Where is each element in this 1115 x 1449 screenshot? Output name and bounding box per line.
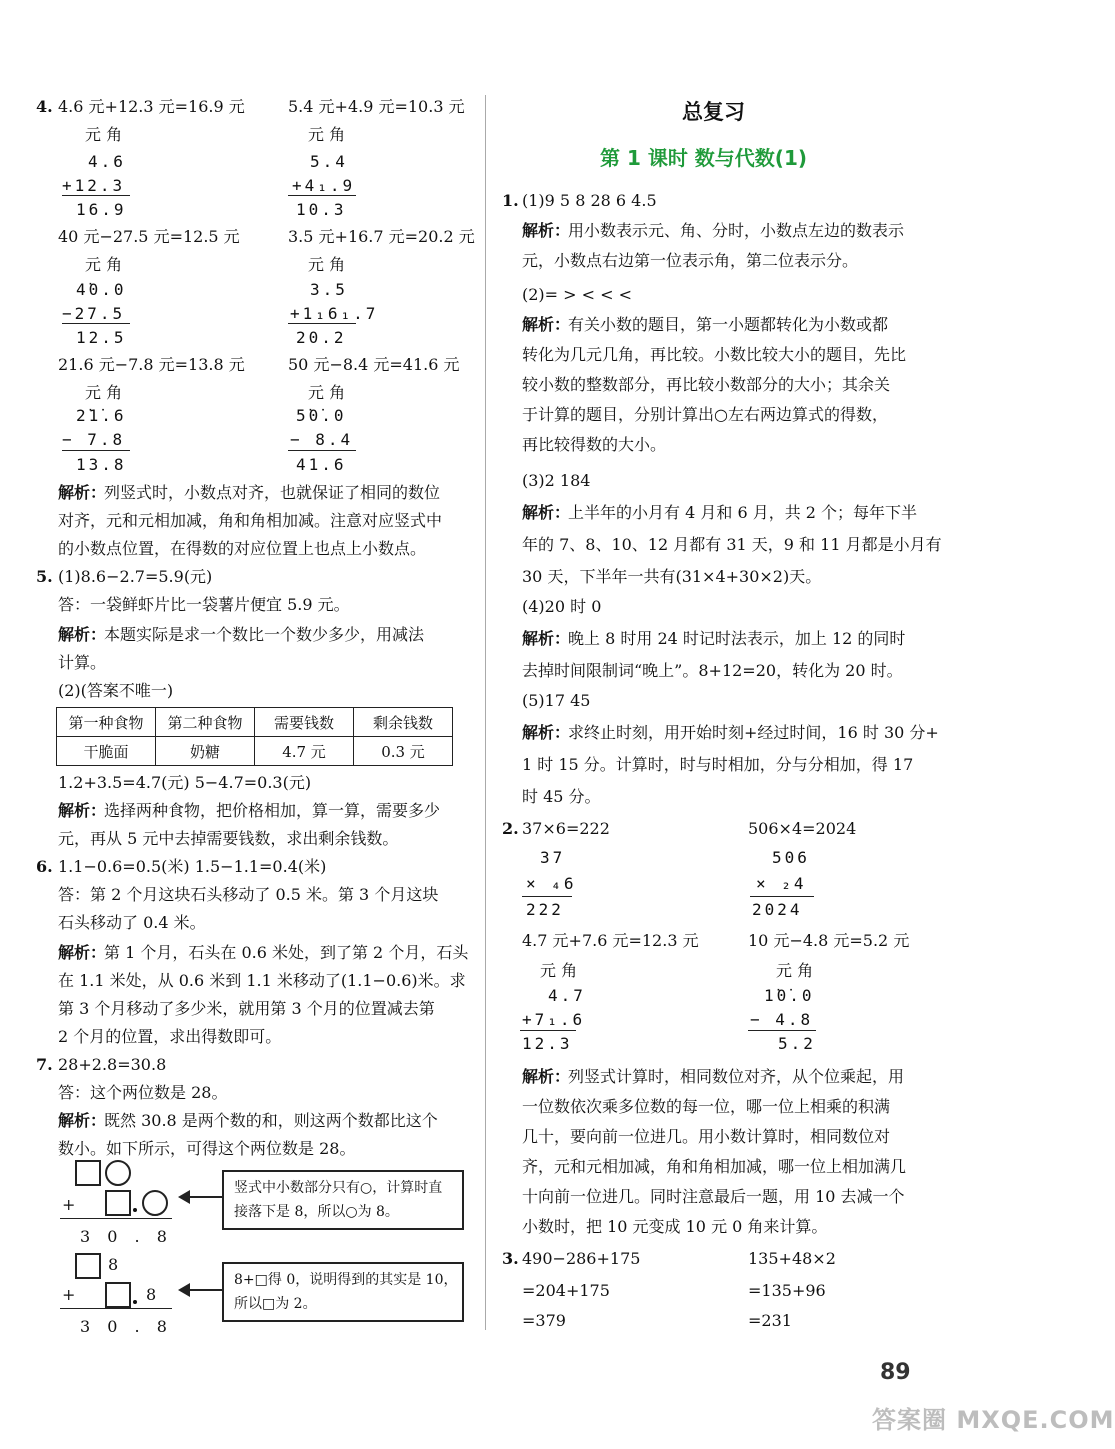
q1-a5-0: 求终止时刻，用开始时刻+经过时间，16 时 30 分+ [568, 723, 939, 742]
q4-r2-5: − 7.8 [62, 430, 126, 449]
diagram1-plus: + [62, 1195, 76, 1214]
q4-r2-2: +4₁.9 [292, 176, 356, 195]
q4-line-4 [288, 323, 356, 324]
q2-eq-2: 506×4=2024 [748, 819, 857, 838]
watermark: 答案圈 MXQE.COM [872, 1406, 1115, 1434]
q4-r1-2: 5.4 [310, 152, 348, 171]
food-table-header [57, 708, 453, 737]
arrow-line [188, 1289, 222, 1291]
q4-r2-4: +1₁6₁.7 [290, 304, 379, 323]
q4-r3-3: 12.5 [76, 328, 127, 347]
q2-r2-1: × ₄6 [526, 874, 577, 893]
q4-line-5 [62, 450, 130, 451]
q5-p2: (2)(答案不唯一) [58, 681, 174, 700]
q6-answer-0: 答：第 2 个月这块石头移动了 0.5 米。第 3 个月这块 [58, 885, 439, 904]
q5-calc: 1.2+3.5=4.7(元) 5−4.7=0.3(元) [58, 773, 312, 792]
q2-r2-3: +7₁.6 [522, 1010, 586, 1029]
q1-p1: (1)9 5 8 28 6 4.5 [522, 191, 657, 210]
diagram2-result: 3 0 . 8 [80, 1317, 173, 1336]
q5-analysis2-label: 解析： [58, 801, 107, 820]
q2-r2-2: × ₂4 [756, 874, 807, 893]
q2-r1-3: 4.7 [548, 986, 586, 1005]
q3-c1-1: =204+175 [522, 1281, 610, 1300]
q6-analysis-1: 在 1.1 米处，从 0.6 米到 1.1 米移动了(1.1−0.6)米。求 [58, 971, 466, 990]
q4-head-5: 元 角 [85, 383, 123, 402]
q4-head-2: 元 角 [308, 125, 346, 144]
q6-p1: 1.1−0.6=0.5(米) 1.5−1.1=0.4(米) [58, 857, 327, 876]
q7-p1: 28+2.8=30.8 [58, 1055, 167, 1074]
q4-analysis-0: 列竖式时，小数点对齐，也就保证了相同的数位 [104, 483, 441, 502]
q5-analysis2-0: 选择两种食物，把价格相加，算一算，需要多少 [104, 801, 441, 820]
q2-analysis-5: 小数时，把 10 元变成 10 元 0 角来计算。 [522, 1217, 828, 1236]
q5-label: 5. [36, 567, 53, 586]
q4-r1-4: 3.5 [310, 280, 348, 299]
note-box-1-line-0: 竖式中小数部分只有○，计算时直 [234, 1180, 443, 1196]
q4-r1-5: 2̇1̇.6 [76, 406, 127, 425]
q2-eq-3: 4.7 元+7.6 元=12.3 元 [522, 931, 699, 950]
q5-analysis-1: 计算。 [58, 653, 107, 672]
note-box-1-line-1: 接落下是 8，所以○为 8。 [234, 1204, 399, 1220]
q1-a4-1: 去掉时间限制词“晚上”。8+12=20，转化为 20 时。 [522, 661, 903, 680]
th-cost: 需要钱数 [255, 708, 354, 737]
q2-r1-1: 37 [540, 848, 566, 867]
q2-head-3: 元 角 [540, 961, 578, 980]
q2-r3-2: 2024 [752, 900, 803, 919]
q4-r3-2: 10.3 [296, 200, 347, 219]
q4-r1-6: 5̇0̇.0 [296, 406, 347, 425]
q4-head-6: 元 角 [308, 383, 346, 402]
decimal-point [133, 1208, 137, 1212]
decimal-point [133, 1300, 137, 1304]
q1-a2-2: 较小数的整数部分，再比较小数部分的大小；其余关 [522, 375, 891, 394]
q5-analysis2-1: 元，再从 5 元中去掉需要钱数，求出剩余钱数。 [58, 829, 399, 848]
td-food2: 奶糖 [156, 737, 255, 766]
q6-analysis-2: 第 3 个月移动了多少米，就用第 3 个月的位置减去第 [58, 999, 435, 1018]
q3-c2-1: =135+96 [748, 1281, 826, 1300]
q1-label: 1. [502, 191, 519, 210]
q2-r3-1: 222 [526, 900, 564, 919]
q1-a5-1: 1 时 15 分。计算时，时与时相加，分与分相加，得 17 [522, 755, 914, 774]
q4-r3-5: 13.8 [76, 455, 127, 474]
td-food1: 干脆面 [57, 737, 156, 766]
q2-line-3 [520, 1030, 576, 1031]
q6-analysis-0: 第 1 个月，石头在 0.6 米处，到了第 2 个月，石头 [104, 943, 469, 962]
diagram2-eight-b: 8 [146, 1285, 157, 1304]
q2-eq-1: 37×6=222 [522, 819, 610, 838]
q2-r2-4: − 4.8 [750, 1010, 814, 1029]
q1-a2-1: 转化为几元几角，再比较。小数比较大小的题目，先比 [522, 345, 907, 364]
th-food2: 第二种食物 [156, 708, 255, 737]
q1-a3-0: 上半年的小月有 4 月和 6 月，共 2 个；每年下半 [568, 503, 918, 522]
q2-label: 2. [502, 819, 519, 838]
q7-label: 7. [36, 1055, 53, 1074]
digit-square [105, 1282, 131, 1308]
diagram2-eight: 8 [108, 1255, 119, 1274]
td-remain: 0.3 元 [354, 737, 453, 766]
q1-a5-2: 时 45 分。 [522, 787, 601, 806]
q1-a1-label: 解析： [522, 221, 571, 240]
diagram1-line [60, 1218, 172, 1219]
diagram2-plus: + [62, 1285, 76, 1304]
q2-analysis-label: 解析： [522, 1067, 571, 1086]
q4-r2-3: −27.5 [62, 304, 126, 323]
q7-analysis-0: 既然 30.8 是两个数的和，则这两个数都比这个 [104, 1111, 438, 1130]
note-box-1 [222, 1170, 464, 1230]
q5-answer: 答：一袋鲜虾片比一袋薯片便宜 5.9 元。 [58, 595, 350, 614]
q1-a4-0: 晚上 8 时用 24 时记时法表示，加上 12 的同时 [568, 629, 906, 648]
digit-square [75, 1160, 101, 1186]
q1-a2-label: 解析： [522, 315, 571, 334]
q2-line-4 [748, 1030, 816, 1031]
q4-eq-4: 3.5 元+16.7 元=20.2 元 [288, 227, 475, 246]
q2-line-1 [522, 896, 572, 897]
q1-a2-0: 有关小数的题目，第一小题都转化为小数或都 [568, 315, 889, 334]
page-number: 89 [880, 1360, 911, 1385]
q4-r1-3: 4̇0.0 [76, 280, 127, 299]
q4-line-3 [62, 323, 130, 324]
digit-square [75, 1253, 101, 1279]
q4-r3-4: 20.2 [296, 328, 347, 347]
q6-analysis-label: 解析： [58, 943, 107, 962]
q4-analysis-label: 解析： [58, 483, 107, 502]
q4-eq-6: 50 元−8.4 元=41.6 元 [288, 355, 460, 374]
table-row [57, 737, 453, 766]
q7-analysis-label: 解析： [58, 1111, 107, 1130]
column-divider [485, 95, 486, 1330]
digit-circle [105, 1160, 131, 1186]
q4-eq-5: 21.6 元−7.8 元=13.8 元 [58, 355, 245, 374]
q4-line-6 [288, 450, 356, 451]
q2-head-4: 元 角 [776, 961, 814, 980]
q3-c2-0: 135+48×2 [748, 1249, 836, 1268]
q1-a2-4: 再比较得数的大小。 [522, 435, 667, 454]
td-cost: 4.7 元 [255, 737, 354, 766]
q7-answer: 答：这个两位数是 28。 [58, 1083, 228, 1102]
q4-analysis-2: 的小数点位置，在得数的对应位置上也点上小数点。 [58, 539, 427, 558]
q2-r1-2: 506 [772, 848, 810, 867]
q4-line-2 [288, 195, 356, 196]
q4-label: 4. [36, 97, 53, 116]
q6-label: 6. [36, 857, 53, 876]
arrow-line [188, 1196, 222, 1198]
q3-c1-0: 490−286+175 [522, 1249, 641, 1268]
q5-analysis-label: 解析： [58, 625, 107, 644]
digit-square [105, 1190, 131, 1216]
q1-p2: (2)= > < < < [522, 285, 633, 304]
th-remain: 剩余钱数 [354, 708, 453, 737]
q7-analysis-1: 数小。如下所示，可得这个两位数是 28。 [58, 1139, 356, 1158]
q4-r2-6: − 8.4 [290, 430, 354, 449]
lesson-subtitle: 第 1 课时 数与代数(1) [600, 146, 808, 170]
q4-head-3: 元 角 [85, 255, 123, 274]
q5-p1: (1)8.6−2.7=5.9(元) [58, 567, 213, 586]
q3-label: 3. [502, 1249, 519, 1268]
q1-a3-1: 年的 7、8、10、12 月都有 31 天，9 和 11 月都是小月有 [522, 535, 942, 554]
q4-eq-2: 5.4 元+4.9 元=10.3 元 [288, 97, 465, 116]
q2-analysis-3: 齐，元和元相加减，角和角相加减，哪一位上相加满几 [522, 1157, 907, 1176]
q4-eq-1: 4.6 元+12.3 元=16.9 元 [58, 97, 245, 116]
diagram1-result: 3 0 . 8 [80, 1227, 173, 1246]
q4-r3-6: 41.6 [296, 455, 347, 474]
q1-a5-label: 解析： [522, 723, 571, 742]
q1-a2-3: 于计算的题目，分别计算出○左右两边算式的得数， [522, 405, 888, 424]
q4-head-4: 元 角 [308, 255, 346, 274]
q2-r3-4: 5.2 [778, 1034, 816, 1053]
q2-analysis-0: 列竖式计算时，相同数位对齐，从个位乘起，用 [568, 1067, 905, 1086]
q4-r1-1: 4.6 [88, 152, 126, 171]
q5-analysis-0: 本题实际是求一个数比一个数少多少，用减法 [104, 625, 425, 644]
q4-r3-1: 16.9 [76, 200, 127, 219]
note-box-2-line-1: 所以□为 2。 [234, 1296, 317, 1312]
diagram2-line [60, 1308, 172, 1309]
q1-a1-0: 用小数表示元、角、分时，小数点左边的数表示 [568, 221, 905, 240]
q2-r1-4: 1̇0̇.0 [764, 986, 815, 1005]
q1-p3: (3)2 184 [522, 471, 591, 490]
q6-analysis-3: 2 个月的位置，求出得数即可。 [58, 1027, 282, 1046]
q1-a4-label: 解析： [522, 629, 571, 648]
q6-answer-1: 石头移动了 0.4 米。 [58, 913, 206, 932]
q2-analysis-2: 几十，要向前一位进几。用小数计算时，相同数位对 [522, 1127, 891, 1146]
th-food1: 第一种食物 [57, 708, 156, 737]
q1-a3-2: 30 天，下半年一共有(31×4+30×2)天。 [522, 567, 822, 586]
q3-c2-2: =231 [748, 1311, 792, 1330]
digit-circle [142, 1190, 168, 1216]
food-table [56, 707, 453, 766]
q2-r3-3: 12.3 [522, 1034, 573, 1053]
q2-eq-4: 10 元−4.8 元=5.2 元 [748, 931, 910, 950]
q4-eq-3: 40 元−27.5 元=12.5 元 [58, 227, 240, 246]
q1-p5: (5)17 45 [522, 691, 591, 710]
q4-line-1 [62, 195, 130, 196]
q3-c1-2: =379 [522, 1311, 566, 1330]
q2-analysis-4: 十向前一位进几。同时注意最后一题，用 10 去减一个 [522, 1187, 905, 1206]
section-title: 总复习 [682, 100, 745, 124]
q1-a3-label: 解析： [522, 503, 571, 522]
q4-analysis-1: 对齐，元和元相加减，角和角相加减。注意对应竖式中 [58, 511, 443, 530]
q1-p4: (4)20 时 0 [522, 597, 602, 616]
note-box-2 [222, 1262, 464, 1322]
q2-analysis-1: 一位数依次乘多位数的每一位，哪一位上相乘的积满 [522, 1097, 891, 1116]
q4-r2-1: +12.3 [62, 176, 126, 195]
q1-a1-1: 元，小数点右边第一位表示角，第二位表示分。 [522, 251, 859, 270]
note-box-2-line-0: 8+□得 0，说明得到的其实是 10， [234, 1272, 458, 1288]
q4-head-1: 元 角 [85, 125, 123, 144]
q2-line-2 [750, 896, 814, 897]
